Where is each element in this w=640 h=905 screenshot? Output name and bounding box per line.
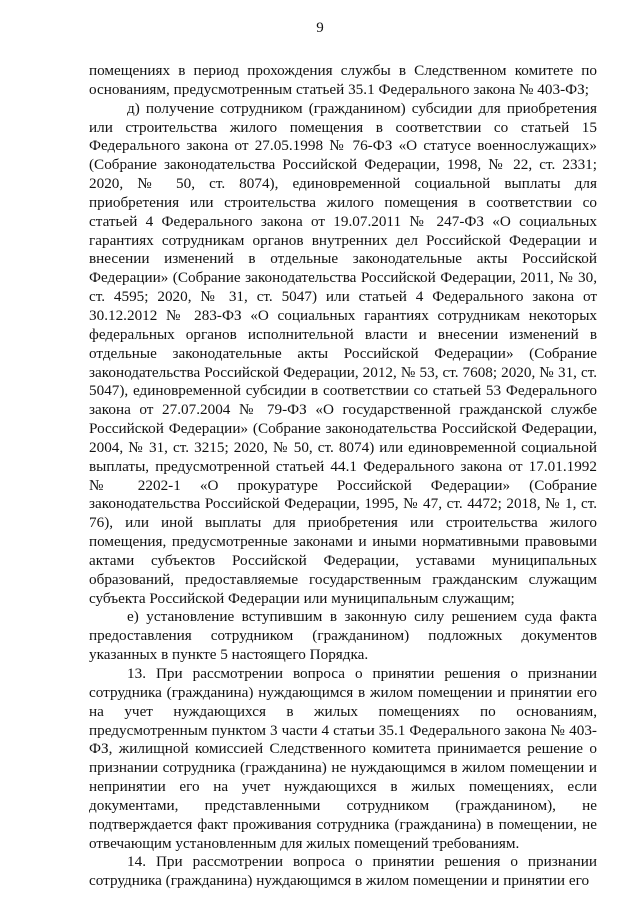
paragraph-clause-14: 14. При рассмотрении вопроса о принятии решения о признании сотрудника (гражданина) нуждающимся в жилом помещении и принятии его bbox=[89, 853, 597, 890]
page-number: 9 bbox=[316, 20, 324, 36]
document-body bbox=[89, 62, 597, 891]
paragraph-clause-13: 13. При рассмотрении вопроса о принятии решения о признании сотрудника (гражданина) нуждающимся в жилом помещении и принятии его на учет нуждающихся в жилых помещениях по основаниям, предусмотренным пунктом 3 части 4 статьи 35.1 Федерального закона № 403-ФЗ, жилищной комиссией Следственного комитета принимается решение о признании сотрудника (гражданина) не нуждающимся в жилом помещении и непринятии его на учет нуждающихся в жилых помещениях, если документами, представленными сотрудником (гражданином), не подтверждается факт проживания сотрудника (гражданина) в помещении, не отвечающим установленным для жилых помещений требованиям. bbox=[89, 665, 597, 852]
paragraph-continuation: помещениях в период прохождения службы в Следственном комитете по основаниям, предусмотренным статьей 35.1 Федерального закона № 403-ФЗ; bbox=[89, 62, 597, 98]
paragraph-item-e: е) установление вступившим в законную силу решением суда факта предоставления сотрудником (гражданином) подложных документов указанных в пункте 5 настоящего Порядка. bbox=[89, 608, 597, 664]
paragraph-item-d: д) получение сотрудником (гражданином) субсидии для приобретения или строительства жилого помещения в соответствии со статьей 15 Федерального закона от 27.05.1998 № 76-ФЗ «О статусе военнослужащих» (Собрание законодательства Российской Федерации, 1998, № 22, ст. 2331; 2020, № 50, ст. 8074), единовременной социальной выплаты для приобретения или строительства жилого помещения в соответствии со статьей 4 Федерального закона от 19.07.2011 № 247-ФЗ «О социальных гарантиях сотрудникам органов внутренних дел Российской Федерации и внесении изменений в отдельные законодательные акты Российской Федерации» (Собрание законодательства Российской Федерации, 2011, № 30, ст. 4595; 2020, № 31, ст. 5047) или статьей 4 Федерального закона от 30.12.2012 № 283-ФЗ «О социальных гарантиях сотрудникам некоторых федеральных органов исполнительной власти и внесении изменений в отдельные законодательные акты Российской Федерации» (Собрание законодательства Российской Федерации, 2012, № 53, ст. 7608; 2020, № 31, ст. 5047), единовременной субсидии в соответствии со статьей 53 Федерального закона от 27.07.2004 № 79-ФЗ «О государственной гражданской службе Российской Федерации» (Собрание законодательства Российской Федерации, 2004, № 31, ст. 3215; 2020, № 50, ст. 8074) или единовременной социальной выплаты, предусмотренной статьей 44.1 Федерального закона от 17.01.1992 № 2202-1 «О прокуратуре Российской Федерации» (Собрание законодательства Российской Федерации, 1995, № 47, ст. 4472; 2018, № 1, ст. 76), или иной выплаты для приобретения или строительства жилого помещения, предусмотренные законами и иными нормативными правовыми актами субъектов Российской Федерации, уставами муниципальных образований, предоставляемые государственным гражданским служащим субъекта Российской Федерации или муниципальным служащим; bbox=[89, 99, 597, 607]
